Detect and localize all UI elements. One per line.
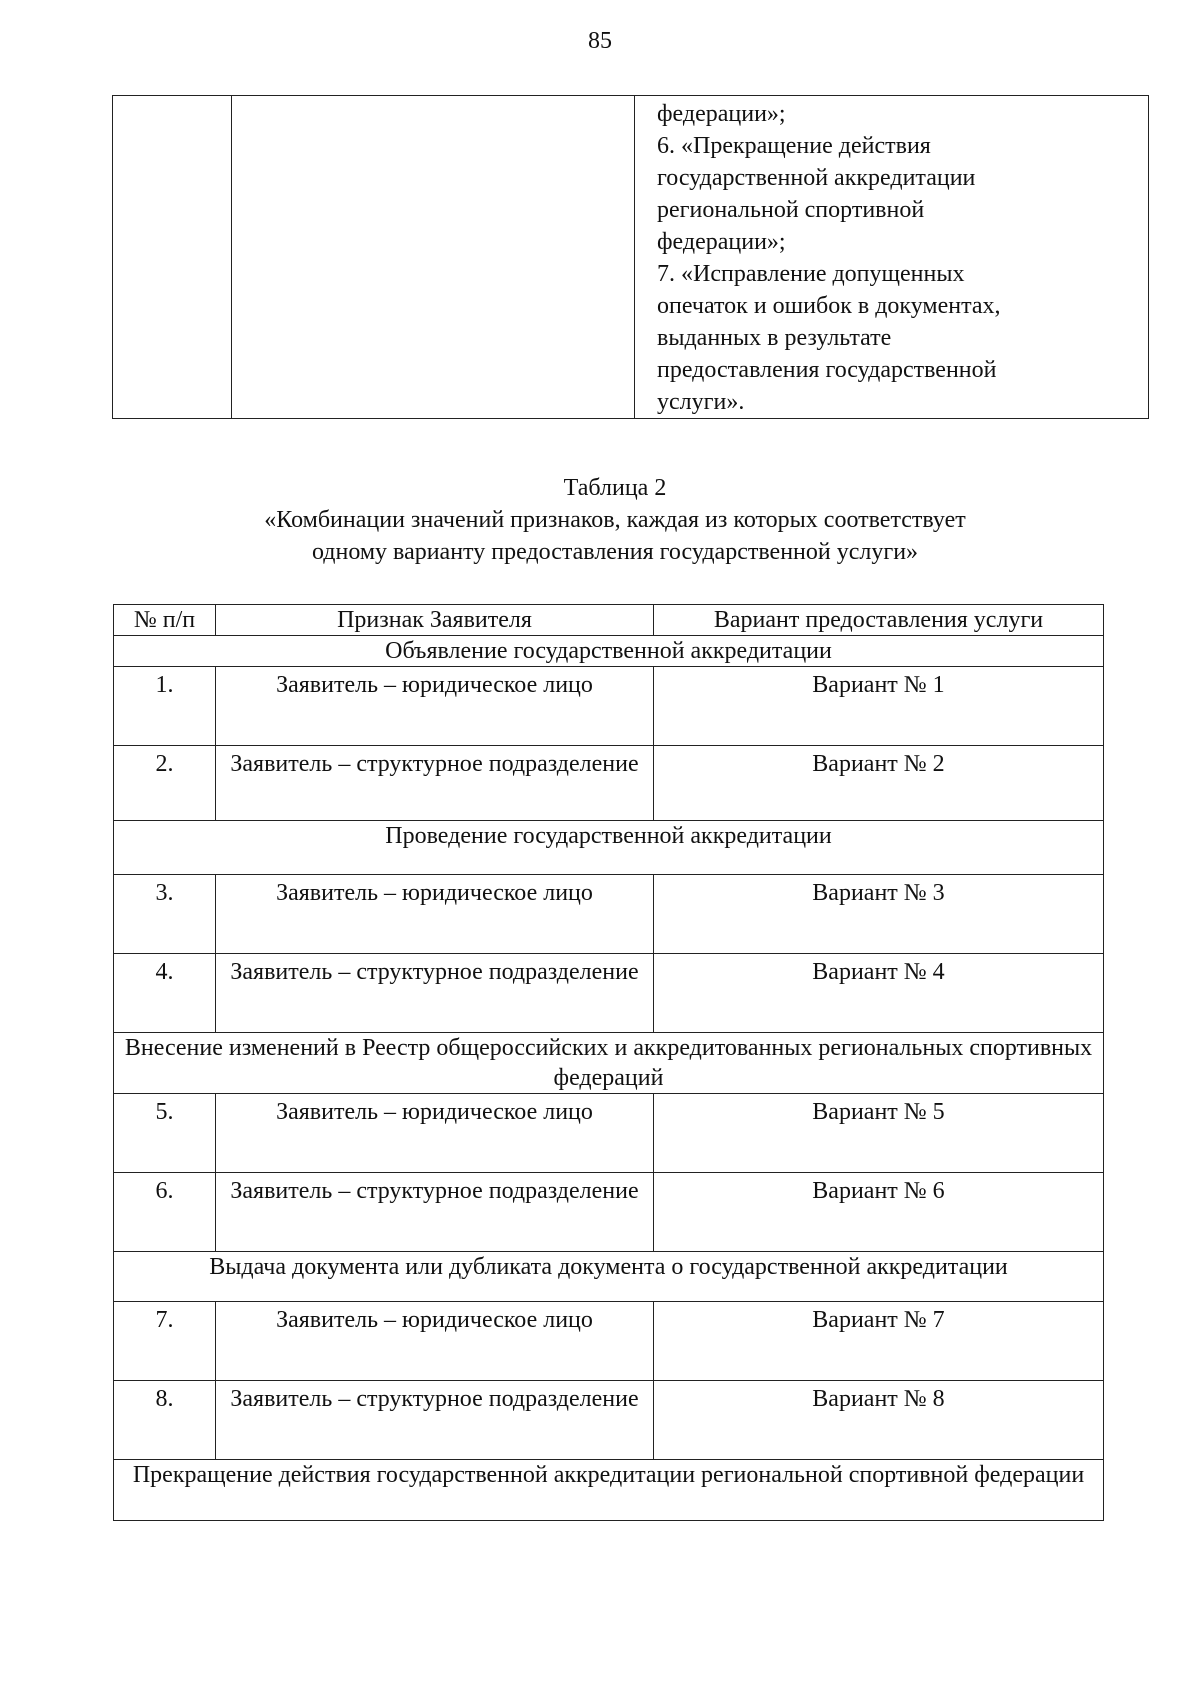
header-applicant: Признак Заявителя <box>216 605 654 636</box>
row-applicant: Заявитель – юридическое лицо <box>216 875 654 954</box>
variants-table <box>113 604 1104 1521</box>
continuation-line: региональной спортивной <box>657 197 925 223</box>
continuation-line: услуги». <box>657 389 745 415</box>
header-variant: Вариант предоставления услуги <box>654 605 1104 636</box>
row-variant: Вариант № 7 <box>654 1302 1104 1381</box>
section-title: Выдача документа или дубликата документа о государственной аккредитации <box>114 1252 1104 1302</box>
row-number: 3. <box>114 875 216 954</box>
table-title-line: одному варианту предоставления государственной услуги» <box>311 539 919 565</box>
row-applicant: Заявитель – юридическое лицо <box>216 667 654 746</box>
table-title-line: «Комбинации значений признаков, каждая из которых соответствует <box>264 507 966 533</box>
row-variant: Вариант № 2 <box>654 746 1104 821</box>
row-variant: Вариант № 1 <box>654 667 1104 746</box>
header-number: № п/п <box>114 605 216 636</box>
row-variant: Вариант № 8 <box>654 1381 1104 1460</box>
row-variant: Вариант № 6 <box>654 1173 1104 1252</box>
table-label: Таблица 2 <box>563 475 667 501</box>
row-number: 8. <box>114 1381 216 1460</box>
section-title: Проведение государственной аккредитации <box>114 821 1104 875</box>
continuation-line: государственной аккредитации <box>657 165 976 191</box>
continuation-cell-empty-1 <box>113 96 232 419</box>
row-variant: Вариант № 3 <box>654 875 1104 954</box>
row-number: 2. <box>114 746 216 821</box>
row-applicant: Заявитель – юридическое лицо <box>216 1094 654 1173</box>
row-applicant: Заявитель – структурное подразделение <box>216 1173 654 1252</box>
table-caption <box>0 472 1200 568</box>
row-number: 5. <box>114 1094 216 1173</box>
section-title: Прекращение действия государственной аккредитации региональной спортивной федерации <box>114 1460 1104 1521</box>
continuation-cell-empty-2 <box>232 96 635 419</box>
row-applicant: Заявитель – структурное подразделение <box>216 954 654 1033</box>
continuation-table <box>112 95 1149 419</box>
section-title: Внесение изменений в Реестр общероссийских и аккредитованных региональных спортивных федераций <box>114 1033 1104 1094</box>
continuation-line: федерации»; <box>657 229 786 255</box>
continuation-line: 6. «Прекращение действия <box>657 133 931 159</box>
row-number: 1. <box>114 667 216 746</box>
page-number: 85 <box>588 28 612 54</box>
continuation-line: 7. «Исправление допущенных <box>657 261 965 287</box>
section-title: Объявление государственной аккредитации <box>114 636 1104 667</box>
row-number: 7. <box>114 1302 216 1381</box>
row-applicant: Заявитель – структурное подразделение <box>216 1381 654 1460</box>
continuation-line: опечаток и ошибок в документах, <box>657 293 1001 319</box>
continuation-line: выданных в результате <box>657 325 892 351</box>
row-variant: Вариант № 5 <box>654 1094 1104 1173</box>
row-number: 6. <box>114 1173 216 1252</box>
row-variant: Вариант № 4 <box>654 954 1104 1033</box>
row-applicant: Заявитель – структурное подразделение <box>216 746 654 821</box>
continuation-line: предоставления государственной <box>657 357 997 383</box>
continuation-cell-text <box>635 96 1149 419</box>
continuation-line: федерации»; <box>657 101 786 127</box>
row-applicant: Заявитель – юридическое лицо <box>216 1302 654 1381</box>
row-number: 4. <box>114 954 216 1033</box>
